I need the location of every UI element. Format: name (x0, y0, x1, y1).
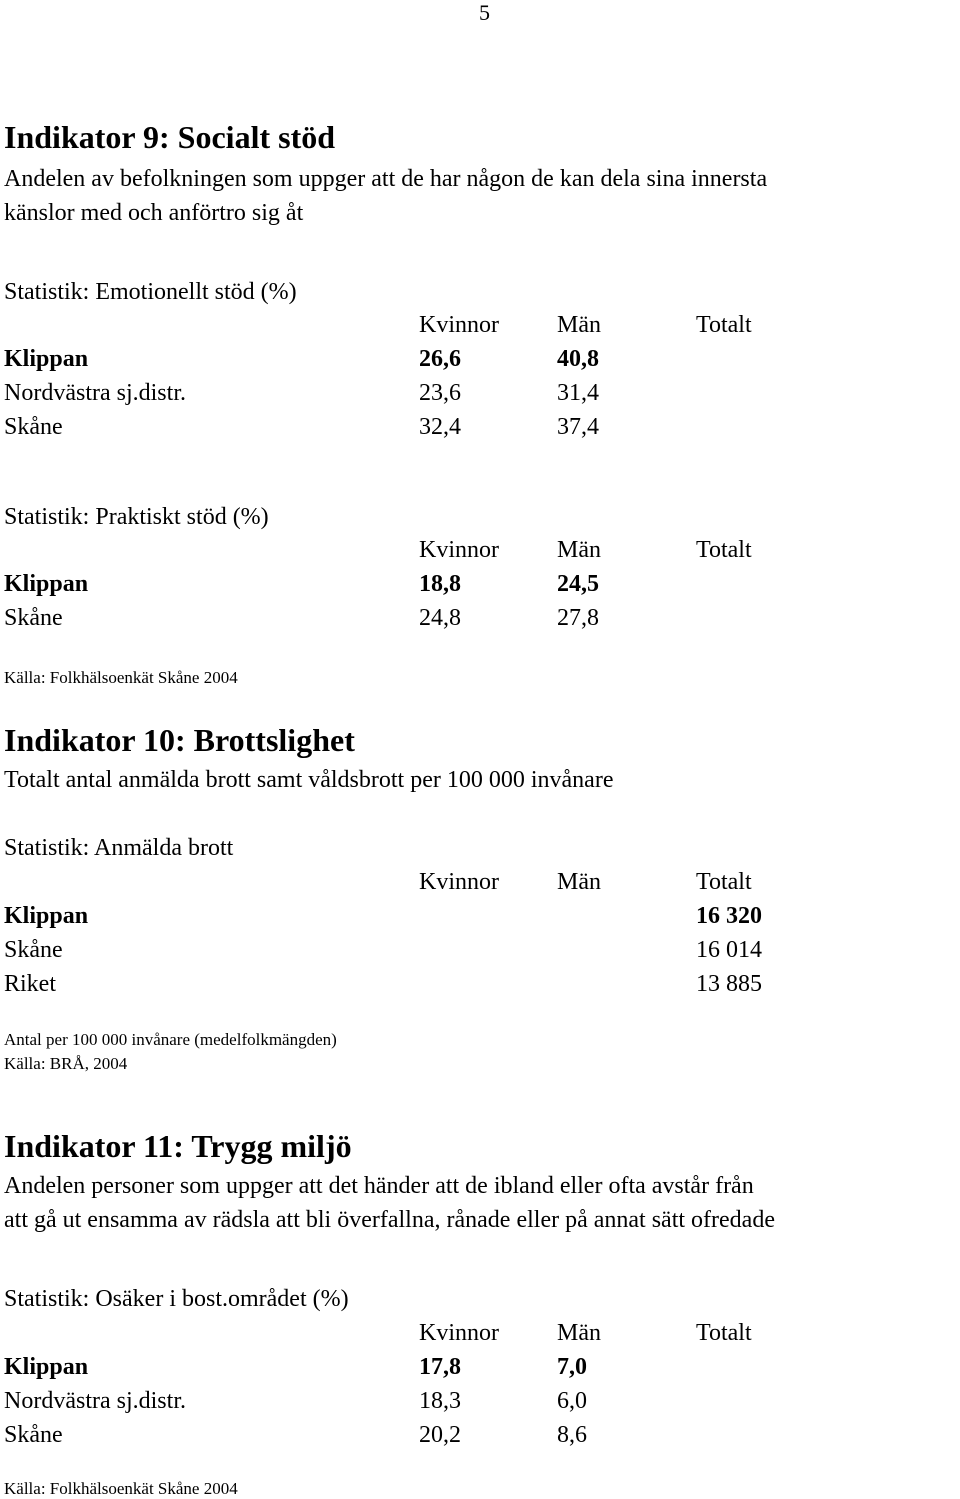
cell-totalt: 13 885 (696, 971, 762, 997)
cell-totalt: 16 014 (696, 937, 762, 963)
section-description-line: Andelen av befolkningen som uppger att de har någon de kan dela sina innersta (4, 166, 768, 192)
column-header-man: Män (557, 869, 601, 895)
table-row (4, 1422, 904, 1456)
column-header-totalt: Totalt (696, 312, 752, 338)
column-header-kvinnor: Kvinnor (419, 1320, 499, 1346)
cell-man: 40,8 (557, 346, 599, 372)
column-header-kvinnor: Kvinnor (419, 537, 499, 563)
section-description-line: Totalt antal anmälda brott samt våldsbrott per 100 000 invånare (4, 767, 614, 793)
cell-man: 27,8 (557, 605, 599, 631)
column-header-kvinnor: Kvinnor (419, 312, 499, 338)
cell-man: 7,0 (557, 1354, 587, 1380)
source-note: Källa: BRÅ, 2004 (4, 1054, 128, 1073)
table-caption: Statistik: Emotionellt stöd (%) (4, 279, 297, 305)
table-row (4, 346, 904, 380)
table-header-row (4, 869, 904, 903)
row-name: Skåne (4, 1422, 63, 1448)
cell-totalt: 16 320 (696, 903, 762, 929)
column-header-man: Män (557, 537, 601, 563)
cell-kvinnor: 23,6 (419, 380, 461, 406)
column-header-man: Män (557, 1320, 601, 1346)
section-description-line: känslor med och anförtro sig åt (4, 200, 304, 226)
column-header-man: Män (557, 312, 601, 338)
cell-man: 24,5 (557, 571, 599, 597)
column-header-kvinnor: Kvinnor (419, 869, 499, 895)
table-note: Antal per 100 000 invånare (medelfolkmängden) (4, 1030, 337, 1049)
row-name: Klippan (4, 346, 89, 372)
cell-man: 8,6 (557, 1422, 587, 1448)
cell-kvinnor: 24,8 (419, 605, 461, 631)
cell-man: 31,4 (557, 380, 599, 406)
table-row (4, 1354, 904, 1388)
row-name: Klippan (4, 571, 89, 597)
cell-man: 6,0 (557, 1388, 587, 1414)
cell-kvinnor: 26,6 (419, 346, 461, 372)
table-row (4, 1388, 904, 1422)
column-header-totalt: Totalt (696, 537, 752, 563)
section-description-line: Andelen personer som uppger att det händer att de ibland eller ofta avstår från (4, 1173, 754, 1199)
row-name: Klippan (4, 1354, 89, 1380)
table-row (4, 414, 904, 448)
cell-kvinnor: 18,8 (419, 571, 461, 597)
row-name: Nordvästra sj.distr. (4, 380, 186, 406)
column-header-totalt: Totalt (696, 869, 752, 895)
table-caption: Statistik: Praktiskt stöd (%) (4, 504, 269, 530)
page-number: 5 (479, 0, 490, 25)
cell-kvinnor: 32,4 (419, 414, 461, 440)
cell-kvinnor: 20,2 (419, 1422, 461, 1448)
table-row (4, 571, 904, 605)
section-title: Indikator 11: Trygg miljö (4, 1128, 352, 1164)
table-row (4, 380, 904, 414)
table-header-row (4, 1320, 904, 1354)
section-title: Indikator 10: Brottslighet (4, 722, 355, 758)
table-header-row (4, 312, 904, 346)
cell-kvinnor: 17,8 (419, 1354, 461, 1380)
table-row (4, 605, 904, 639)
section-description-line: att gå ut ensamma av rädsla att bli överfallna, rånade eller på annat sätt ofredade (4, 1207, 775, 1233)
table-caption: Statistik: Anmälda brott (4, 835, 234, 861)
source-note: Källa: Folkhälsoenkät Skåne 2004 (4, 1479, 238, 1498)
row-name: Skåne (4, 937, 63, 963)
source-note: Källa: Folkhälsoenkät Skåne 2004 (4, 668, 238, 687)
row-name: Skåne (4, 414, 63, 440)
row-name: Nordvästra sj.distr. (4, 1388, 186, 1414)
row-name: Skåne (4, 605, 63, 631)
table-header-row (4, 537, 904, 571)
row-name: Klippan (4, 903, 89, 929)
table-row (4, 971, 904, 1005)
table-row (4, 903, 904, 937)
table-caption: Statistik: Osäker i bost.området (%) (4, 1286, 349, 1312)
column-header-totalt: Totalt (696, 1320, 752, 1346)
cell-kvinnor: 18,3 (419, 1388, 461, 1414)
section-title: Indikator 9: Socialt stöd (4, 119, 336, 155)
row-name: Riket (4, 971, 56, 997)
table-row (4, 937, 904, 971)
cell-man: 37,4 (557, 414, 599, 440)
